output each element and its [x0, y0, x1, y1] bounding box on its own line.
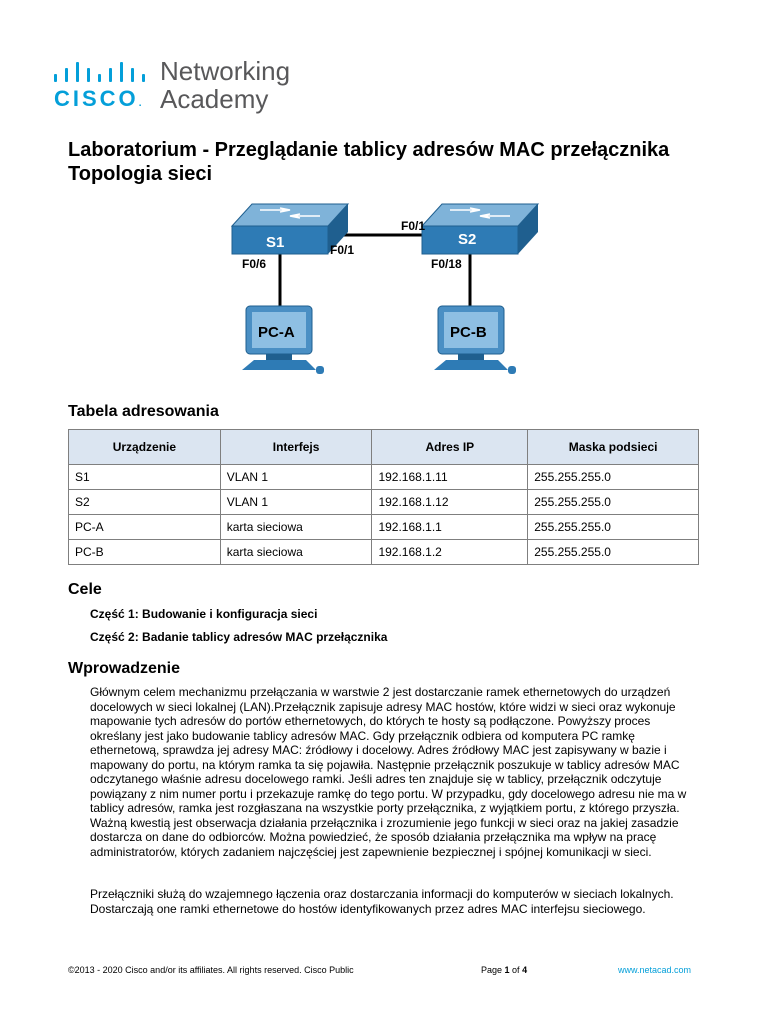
cell-ip: 192.168.1.1 [372, 515, 528, 540]
cell-ip: 192.168.1.12 [372, 490, 528, 515]
table-row [69, 540, 699, 565]
table-header-row [69, 430, 699, 465]
addressing-table [68, 429, 699, 565]
s2-port-f018: F0/18 [431, 257, 462, 271]
addressing-heading: Tabela adresowania [68, 403, 219, 420]
footer-url-link[interactable]: www.netacad.com [618, 965, 692, 975]
cell-interface: karta sieciowa [220, 515, 372, 540]
table-row [69, 465, 699, 490]
col-header-ip: Adres IP [372, 430, 528, 465]
intro-paragraph-2: Przełączniki służą do wzajemnego łączenia oraz dostarczania informacji do komputerów w sieciach lokalnych. Dostarczają one ramki ethernetowe do hostów identyfikowanych przez adres MAC interfejsu sieciowego. [90, 887, 674, 916]
cisco-wordmark: CISCO. [54, 86, 142, 111]
cell-interface: karta sieciowa [220, 540, 372, 565]
pc-b-label: PC-B [450, 324, 487, 341]
footer-copyright: ©2013 - 2020 Cisco and/or its affiliates. All rights reserved. Cisco Public [68, 965, 354, 975]
col-header-device: Urządzenie [69, 430, 221, 465]
table-row [69, 490, 699, 515]
cell-device: S1 [69, 465, 221, 490]
goal-part-1: Część 1: Budowanie i konfiguracja sieci [90, 607, 318, 621]
intro-paragraph-1: Głównym celem mechanizmu przełączania w warstwie 2 jest dostarczanie ramek ethernetowych do urządzeń docelowych w sieci lokalnej (LAN).Przełącznik zapisuje adresy MAC hostów, które widzi w sieci oraz wykonuje mapowanie tych adresów do portów ethernetowych, do których te hosty są podłączone. Powyższy proces określany jest jako budowanie tablicy adresów MAC. Gdy przełącznik odbiera od komputera PC ramkę ethernetową, sprawdza jej adresy MAC: źródłowy i docelowy. Adres źródłowy MAC jest zapisywany w bazie i mapowany do portu, na którym ramka ta się pojawiła. Następnie przełącznik poszukuje w tablicy adresów MAC odczytanego właśnie adresu docelowego ramki. Jeśli adres ten znajduje się w tablicy, przełącznik odczytuje powiązany z nim numer portu i przekazuje ramkę do tego portu. W przypadku, gdy docelowego adresu nie ma w tablicy adresów, ramka jest rozgłaszana na wszystkie porty przełącznika, z wyjątkiem portu, z którego przyszła. Ważną kwestią jest obserwacja działania przełącznika i zrozumienie jego funkcji w sieci oraz na jakiej zasadzie dostarcza on dane do odbiorców. Można powiedzieć, że sposób działania przełącznika ma wpływ na pracę administratorów, których zadaniem najczęściej jest zapewnienie bezpiecznej i spójnej komunikacji w sieci. [90, 685, 687, 859]
cell-mask: 255.255.255.0 [528, 540, 699, 565]
cell-ip: 192.168.1.11 [372, 465, 528, 490]
cell-interface: VLAN 1 [220, 490, 372, 515]
s2-label: S2 [458, 231, 477, 248]
cell-mask: 255.255.255.0 [528, 515, 699, 540]
s2-port-f01: F0/1 [401, 219, 426, 233]
s1-label: S1 [266, 234, 285, 251]
cell-mask: 255.255.255.0 [528, 490, 699, 515]
cell-device: PC-A [69, 515, 221, 540]
cell-device: PC-B [69, 540, 221, 565]
logo-networking: Networking [160, 56, 291, 86]
footer-page-number: Page 1 of 4 [481, 965, 528, 975]
cell-interface: VLAN 1 [220, 465, 372, 490]
switch-s2-icon [422, 204, 538, 254]
logo-academy: Academy [160, 84, 269, 114]
intro-heading: Wprowadzenie [68, 660, 181, 677]
goal-part-2: Część 2: Badanie tablicy adresów MAC przełącznika [90, 630, 388, 644]
cisco-networking-academy-logo [52, 56, 352, 120]
cell-ip: 192.168.1.2 [372, 540, 528, 565]
pc-a-label: PC-A [258, 324, 295, 341]
topology-diagram [220, 190, 540, 400]
col-header-interface: Interfejs [220, 430, 372, 465]
s1-port-f06: F0/6 [242, 257, 267, 271]
table-row [69, 515, 699, 540]
cell-mask: 255.255.255.0 [528, 465, 699, 490]
topology-heading: Topologia sieci [68, 163, 213, 185]
cell-device: S2 [69, 490, 221, 515]
goals-heading: Cele [68, 581, 102, 598]
cisco-bars-icon [52, 60, 142, 82]
s1-port-f01: F0/1 [330, 243, 355, 257]
page-title: Laboratorium - Przeglądanie tablicy adresów MAC przełącznika [68, 139, 670, 161]
col-header-mask: Maska podsieci [528, 430, 699, 465]
